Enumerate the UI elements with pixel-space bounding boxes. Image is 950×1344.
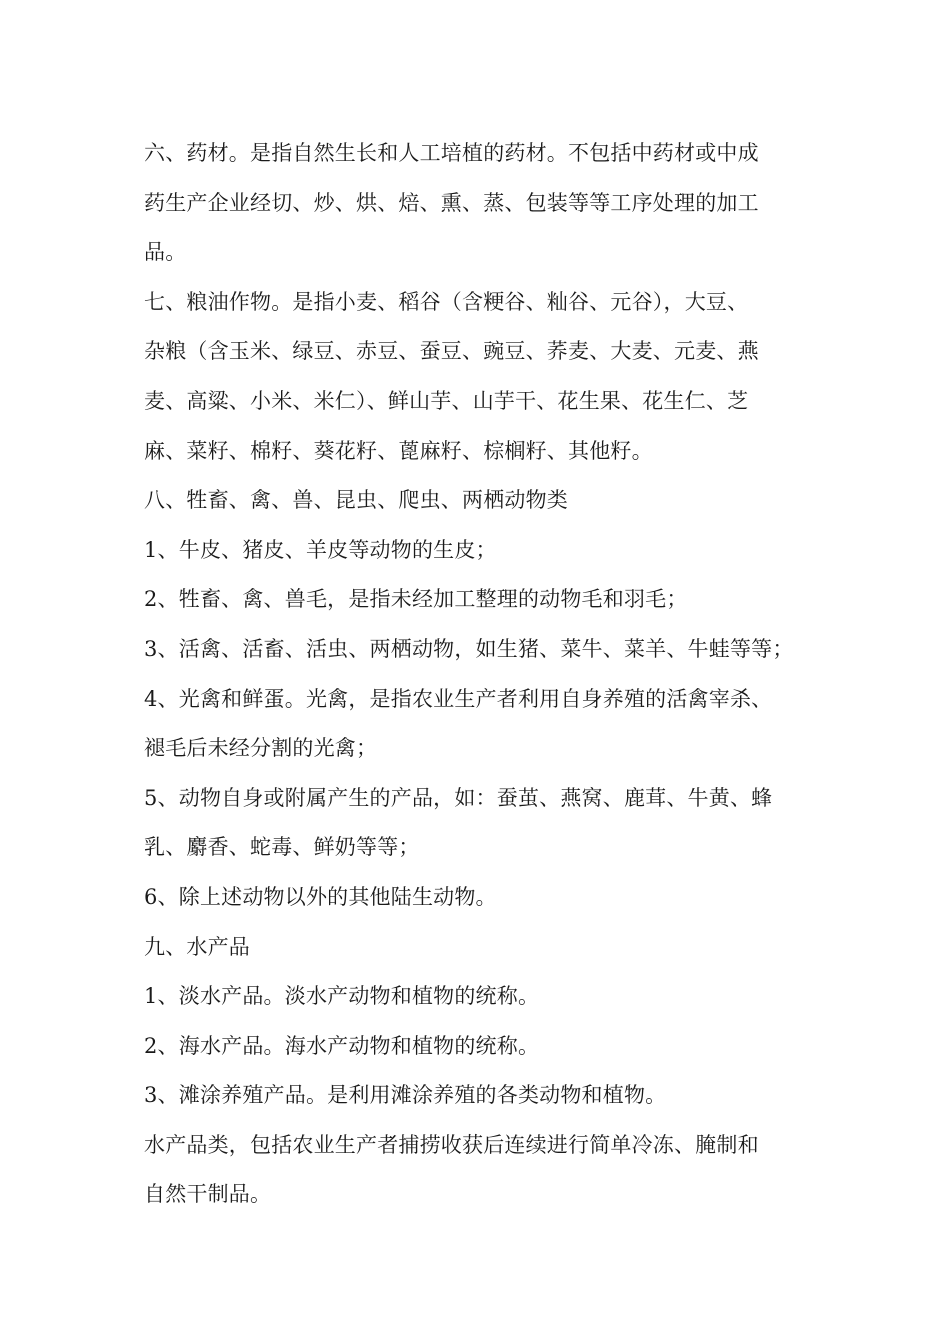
text-line: 2、牲畜、禽、兽毛，是指未经加工整理的动物毛和羽毛；	[144, 587, 688, 612]
text-line: 六、药材。是指自然生长和人工培植的药材。不包括中药材或中成	[144, 141, 759, 165]
text-line: 1、牛皮、猪皮、羊皮等动物的生皮；	[144, 537, 497, 562]
text-line: 八、牲畜、禽、兽、昆虫、爬虫、两栖动物类	[144, 488, 568, 513]
text-line: 褪毛后未经分割的光禽；	[144, 736, 378, 761]
text-line: 药生产企业经切、炒、烘、焙、熏、蒸、包装等等工序处理的加工	[144, 190, 759, 215]
text-line: 4、光禽和鲜蛋。光禽，是指农业生产者利用自身养殖的活禽宰杀、	[144, 686, 773, 711]
text-line: 1、淡水产品。淡水产动物和植物的统称。	[144, 984, 540, 1009]
text-line: 七、粮油作物。是指小麦、稻谷（含粳谷、籼谷、元谷），大豆、	[144, 289, 749, 314]
text-line: 九、水产品	[144, 934, 250, 959]
body-text	[144, 129, 816, 1220]
text-line: 麦、高粱、小米、米仁）、鲜山芋、山芋干、花生果、花生仁、芝	[144, 388, 749, 413]
text-line: 杂粮（含玉米、绿豆、赤豆、蚕豆、豌豆、荞麦、大麦、元麦、燕	[144, 339, 759, 364]
text-line: 3、活禽、活畜、活虫、两栖动物，如生猪、菜牛、菜羊、牛蛙等等；	[144, 636, 794, 661]
text-line: 3、滩涂养殖产品。是利用滩涂养殖的各类动物和植物。	[144, 1083, 667, 1108]
text-line: 5、动物自身或附属产生的产品，如：蚕茧、燕窝、鹿茸、牛黄、蜂	[144, 785, 773, 810]
text-line: 6、除上述动物以外的其他陆生动物。	[144, 884, 497, 909]
text-line: 水产品类，包括农业生产者捕捞收获后连续进行简单冷冻、腌制和	[144, 1132, 759, 1157]
text-line: 乳、麝香、蛇毒、鲜奶等等；	[144, 835, 420, 860]
text-line: 品。	[144, 240, 187, 265]
text-line: 麻、菜籽、棉籽、葵花籽、蓖麻籽、棕榈籽、其他籽。	[144, 438, 653, 463]
text-line: 自然干制品。	[144, 1182, 272, 1207]
text-line: 2、海水产品。海水产动物和植物的统称。	[144, 1033, 540, 1058]
